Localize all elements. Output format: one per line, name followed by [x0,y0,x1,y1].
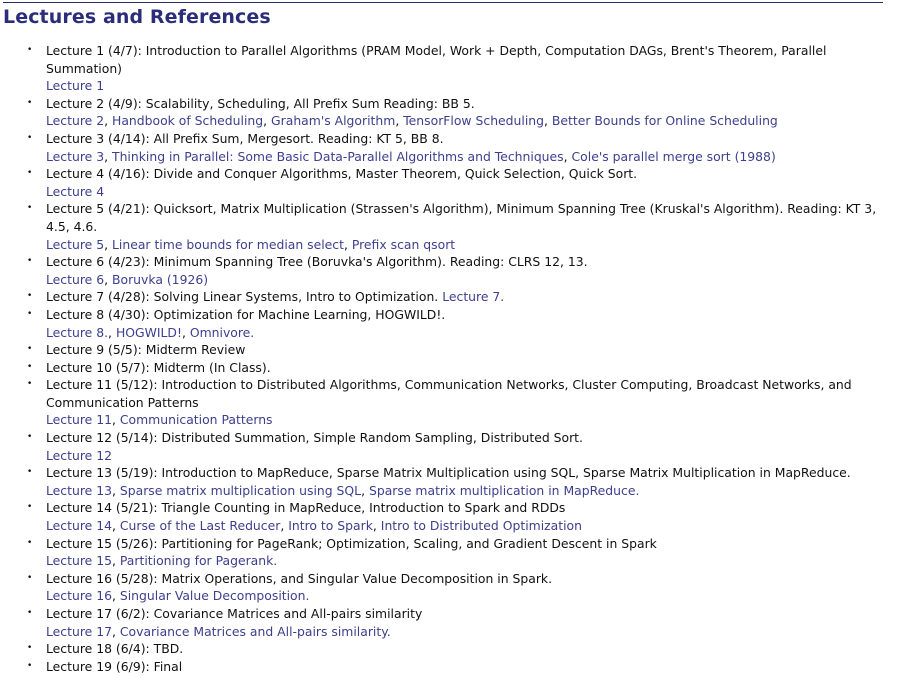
lecture-item [27,605,877,640]
lecture-reference-link[interactable]: Lecture 1 [46,78,105,94]
lecture-links: Lecture 17, Covariance Matrices and All-pairs similarity. [46,623,391,639]
lecture-reference-link[interactable]: Cole's parallel merge sort (1988) [571,148,776,164]
lecture-links: Lecture 14, Curse of the Last Reducer, Intro to Spark, Intro to Distributed Optimization [46,518,582,534]
lecture-item [27,499,877,534]
lecture-reference-link[interactable]: Lecture 7. [442,289,505,305]
lecture-item [27,341,877,359]
lecture-item [27,42,877,95]
lecture-description: Lecture 4 (4/16): Divide and Conquer Algorithms, Master Theorem, Quick Selection, Quick Sort. [46,166,638,182]
lecture-item [27,359,877,377]
lecture-reference-link[interactable]: Thinking in Parallel: Some Basic Data-Parallel Algorithms and Techniques [112,148,564,164]
lecture-reference-link[interactable]: Boruvka (1926) [112,271,209,287]
lecture-reference-link[interactable]: Lecture 6 [46,271,105,287]
lecture-links: Lecture 3, Thinking in Parallel: Some Basic Data-Parallel Algorithms and Techniques, Cole's parallel merge sort (1988) [46,148,776,164]
lecture-description: Lecture 15 (5/26): Partitioning for PageRank; Optimization, Scaling, and Gradient Descent in Spark [46,535,657,551]
lecture-reference-link[interactable]: Lecture 8. [46,324,109,340]
lecture-description: Lecture 1 (4/7): Introduction to Parallel Algorithms (PRAM Model, Work + Depth, Computation DAGs, Brent's Theorem, Parallel Summation) [46,43,827,76]
lecture-item [27,429,877,464]
lecture-reference-link[interactable]: Partitioning for Pagerank. [119,553,278,569]
lecture-links: Lecture 6, Boruvka (1926) [46,271,209,287]
lecture-reference-link[interactable]: HOGWILD! [115,324,182,340]
lecture-item [27,165,877,200]
lecture-item [27,376,877,429]
lecture-item [27,640,877,658]
lecture-reference-link[interactable]: Covariance Matrices and All-pairs similarity. [119,623,391,639]
lecture-description: Lecture 7 (4/28): Solving Linear Systems, Intro to Optimization. [46,289,439,305]
lecture-reference-link[interactable]: Singular Value Decomposition. [119,588,310,604]
lecture-description: Lecture 14 (5/21): Triangle Counting in MapReduce, Introduction to Spark and RDDs [46,500,566,516]
lecture-links [46,183,877,201]
lecture-description: Lecture 6 (4/23): Minimum Spanning Tree (Boruvka's Algorithm). Reading: CLRS 12, 13. [46,254,588,270]
lecture-reference-link[interactable]: Sparse matrix multiplication in MapReduce. [368,482,640,498]
lecture-item [27,288,877,306]
lecture-item [27,306,877,341]
lecture-reference-link[interactable]: Lecture 11 [46,412,112,428]
lecture-description: Lecture 19 (6/9): Final [46,658,183,674]
lecture-reference-link[interactable]: Omnivore. [189,324,255,340]
lecture-links: Lecture 13, Sparse matrix multiplication using SQL, Sparse matrix multiplication in MapReduce. [46,482,640,498]
lecture-links: Lecture 5, Linear time bounds for median select, Prefix scan qsort [46,236,456,252]
lecture-reference-link[interactable]: Lecture 12 [46,447,112,463]
lecture-reference-link[interactable]: Curse of the Last Reducer [119,518,281,534]
lecture-links: Lecture 16, Singular Value Decomposition. [46,588,310,604]
lecture-reference-link[interactable]: Lecture 4 [46,183,105,199]
lecture-description: Lecture 10 (5/7): Midterm (In Class). [46,359,271,375]
lecture-reference-link[interactable]: Lecture 13 [46,482,112,498]
lecture-links: Lecture 15, Partitioning for Pagerank. [46,553,278,569]
lecture-links: Lecture 2, Handbook of Scheduling, Graham's Algorithm, TensorFlow Scheduling, Better Bounds for Online Scheduling [46,113,778,129]
lecture-description: Lecture 16 (5/28): Matrix Operations, and Singular Value Decomposition in Spark. [46,570,553,586]
lecture-description: Lecture 11 (5/12): Introduction to Distributed Algorithms, Communication Networks, Cluster Computing, Broadcast Networks, and Communication Patterns [46,377,852,410]
lecture-reference-link[interactable]: Lecture 17 [46,623,112,639]
lecture-links [46,447,877,465]
lecture-links [442,289,504,304]
lecture-list [27,42,877,675]
lecture-reference-link[interactable]: Linear time bounds for median select [112,236,344,252]
lecture-reference-link[interactable]: Lecture 14 [46,518,112,534]
lecture-links [46,77,877,95]
lecture-reference-link[interactable]: TensorFlow Scheduling [403,113,544,129]
lecture-reference-link[interactable]: Lecture 2 [46,113,105,129]
lecture-links: Lecture 8., HOGWILD!, Omnivore. [46,324,255,340]
lecture-item [27,130,877,165]
lecture-reference-link[interactable]: Prefix scan qsort [351,236,456,252]
lecture-reference-link[interactable]: Intro to Distributed Optimization [380,518,582,534]
lecture-reference-link[interactable]: Graham's Algorithm [271,113,396,129]
lecture-item [27,570,877,605]
lecture-item [27,95,877,130]
lecture-reference-link[interactable]: Sparse matrix multiplication using SQL [119,482,362,498]
lecture-reference-link[interactable]: Lecture 16 [46,588,112,604]
lecture-reference-link[interactable]: Lecture 5 [46,236,105,252]
lecture-item [27,535,877,570]
section-title: Lectures and References [3,6,271,28]
lecture-item [27,464,877,499]
top-divider [3,2,883,3]
lecture-description: Lecture 8 (4/30): Optimization for Machine Learning, HOGWILD!. [46,306,446,322]
lecture-description: Lecture 3 (4/14): All Prefix Sum, Mergesort. Reading: KT 5, BB 8. [46,130,444,146]
lecture-reference-link[interactable]: Lecture 15 [46,553,112,569]
lecture-reference-link[interactable]: Handbook of Scheduling [112,113,264,129]
lecture-item [27,200,877,253]
lecture-description: Lecture 17 (6/2): Covariance Matrices and All-pairs similarity [46,606,423,621]
lecture-links: Lecture 11, Communication Patterns [46,412,273,428]
lecture-description: Lecture 18 (6/4): TBD. [46,641,184,657]
lecture-description: Lecture 5 (4/21): Quicksort, Matrix Multiplication (Strassen's Algorithm), Minimum Spanning Tree (Kruskal's Algorithm). Reading: KT 3, 4.5, 4.6. [46,201,877,234]
lecture-reference-link[interactable]: Intro to Spark [288,518,373,534]
lecture-description: Lecture 13 (5/19): Introduction to MapReduce, Sparse Matrix Multiplication using SQL, Sparse Matrix Multiplication in MapReduce. [46,465,851,481]
lecture-description: Lecture 2 (4/9): Scalability, Scheduling, All Prefix Sum Reading: BB 5. [46,95,475,111]
lecture-description: Lecture 12 (5/14): Distributed Summation, Simple Random Sampling, Distributed Sort. [46,430,583,446]
lecture-reference-link[interactable]: Communication Patterns [119,412,273,428]
lecture-reference-link[interactable]: Better Bounds for Online Scheduling [551,113,778,129]
lecture-item [27,658,877,676]
lecture-reference-link[interactable]: Lecture 3 [46,148,105,164]
lecture-description: Lecture 9 (5/5): Midterm Review [46,342,246,358]
lecture-item [27,253,877,288]
